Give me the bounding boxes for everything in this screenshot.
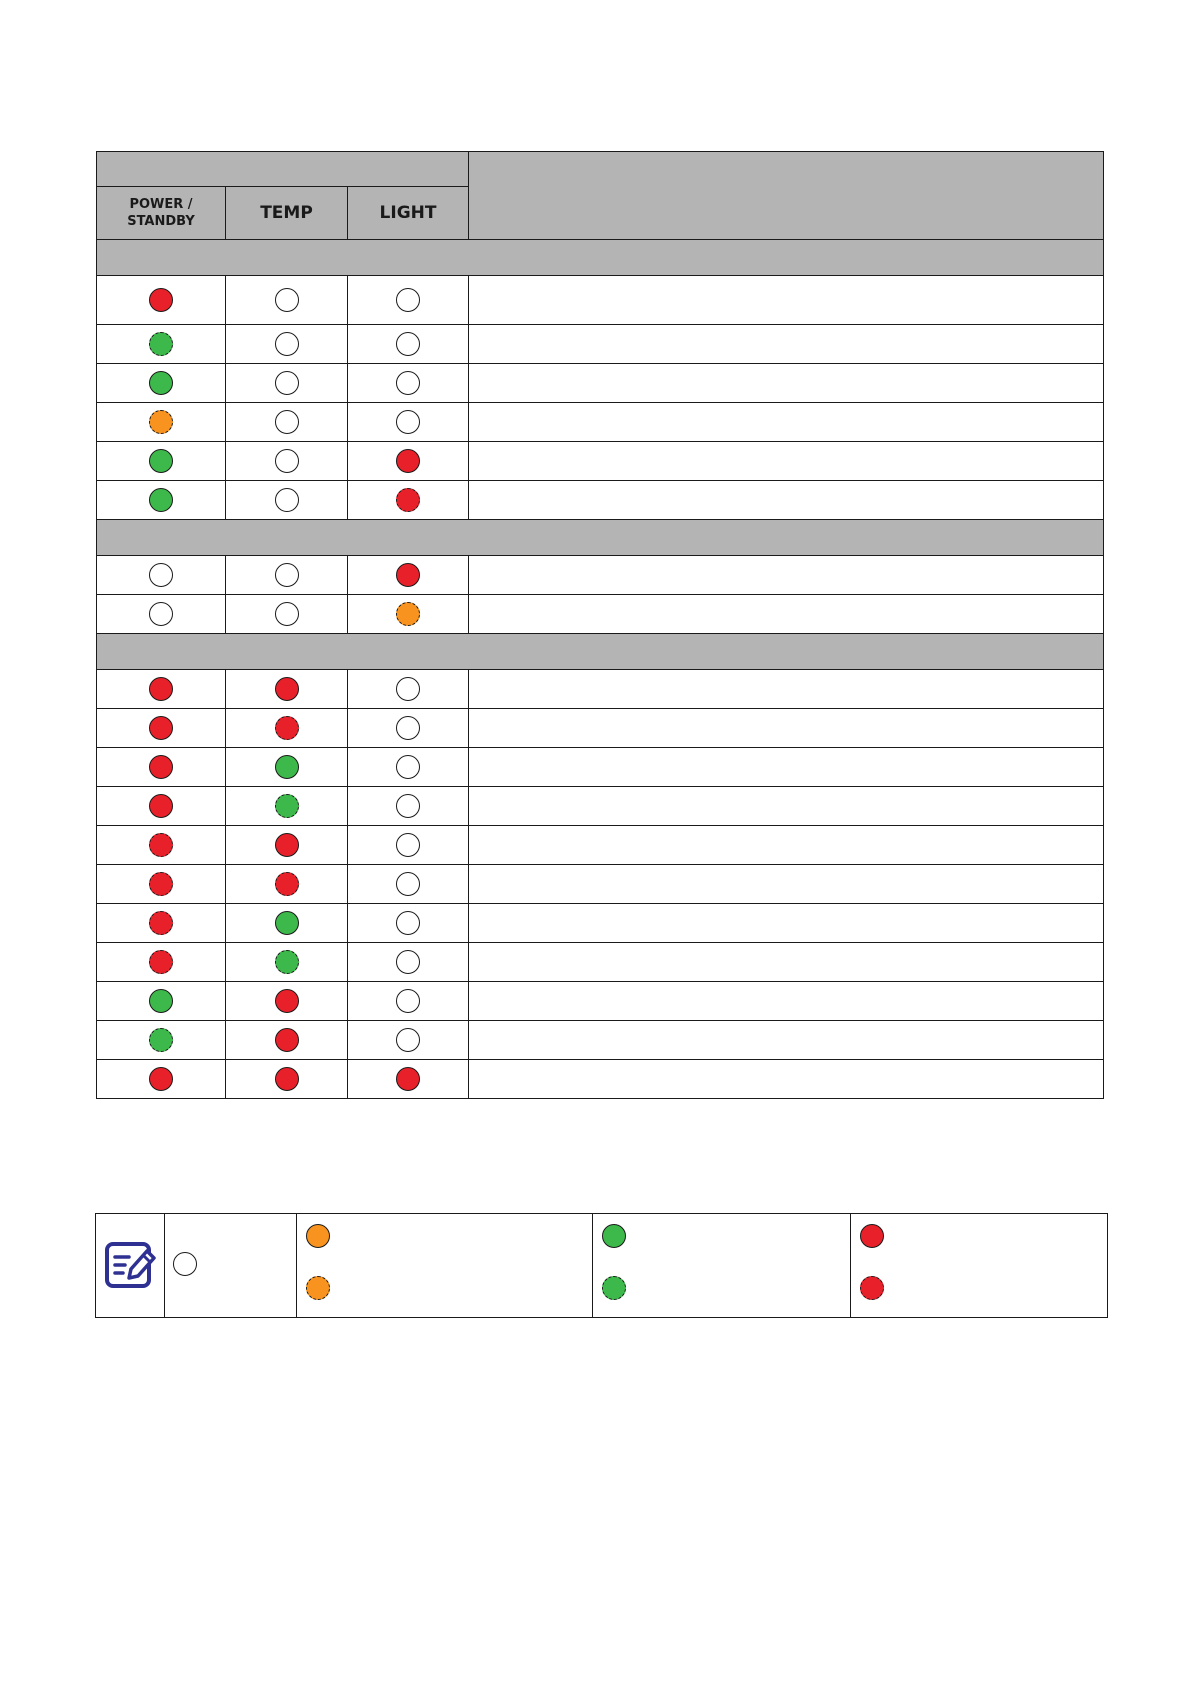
table-row <box>97 276 1104 325</box>
light-led-cell <box>348 709 469 748</box>
description-cell <box>469 826 1104 865</box>
power-led-orange-flash-icon <box>149 410 173 434</box>
temp-led-green-flash-icon <box>275 950 299 974</box>
temp-led-cell <box>226 943 348 982</box>
power-led-red-solid-icon <box>149 677 173 701</box>
power-led-cell <box>97 904 226 943</box>
temp-led-cell <box>226 904 348 943</box>
temp-led-red-flash-icon <box>275 716 299 740</box>
power-led-red-flash-icon <box>149 833 173 857</box>
table-row <box>97 403 1104 442</box>
light-led-cell <box>348 982 469 1021</box>
power-led-cell <box>97 748 226 787</box>
table-row <box>97 1060 1104 1099</box>
table-row <box>97 442 1104 481</box>
light-led-off-off-icon <box>396 950 420 974</box>
temp-led-off-off-icon <box>275 371 299 395</box>
light-led-orange-flash-icon <box>396 602 420 626</box>
temp-header: TEMP <box>226 187 348 240</box>
light-led-cell <box>348 364 469 403</box>
temp-led-cell <box>226 865 348 904</box>
temp-led-off-off-icon <box>275 288 299 312</box>
legend-icon-cell <box>96 1214 165 1318</box>
description-cell <box>469 943 1104 982</box>
light-led-cell <box>348 1021 469 1060</box>
note-edit-icon <box>103 1238 157 1292</box>
description-cell <box>469 556 1104 595</box>
legend-led-off-off-icon <box>173 1252 197 1276</box>
power-label-line2: STANDBY <box>127 214 195 229</box>
temp-led-green-solid-icon <box>275 911 299 935</box>
temp-led-cell <box>226 556 348 595</box>
legend-red-cell <box>851 1214 1108 1318</box>
temp-led-cell <box>226 826 348 865</box>
light-led-off-off-icon <box>396 911 420 935</box>
table-row <box>97 709 1104 748</box>
light-led-cell <box>348 442 469 481</box>
legend-led-red-solid-icon <box>860 1224 884 1248</box>
temp-led-off-off-icon <box>275 449 299 473</box>
section-header-row <box>97 634 1104 670</box>
temp-led-red-solid-icon <box>275 989 299 1013</box>
light-led-cell <box>348 276 469 325</box>
temp-led-cell <box>226 787 348 826</box>
header-top-row <box>97 152 1104 187</box>
light-led-off-off-icon <box>396 677 420 701</box>
power-led-cell <box>97 276 226 325</box>
temp-led-cell <box>226 364 348 403</box>
power-led-green-flash-icon <box>149 332 173 356</box>
table-row <box>97 943 1104 982</box>
light-led-off-off-icon <box>396 288 420 312</box>
temp-led-off-off-icon <box>275 488 299 512</box>
power-led-green-solid-icon <box>149 371 173 395</box>
light-led-cell <box>348 865 469 904</box>
power-led-cell <box>97 1060 226 1099</box>
description-cell <box>469 276 1104 325</box>
power-led-cell <box>97 865 226 904</box>
power-led-cell <box>97 982 226 1021</box>
section-header-row <box>97 240 1104 276</box>
power-led-off-off-icon <box>149 563 173 587</box>
power-led-cell <box>97 442 226 481</box>
temp-led-red-solid-icon <box>275 1067 299 1091</box>
power-led-off-off-icon <box>149 602 173 626</box>
section-header-row <box>97 520 1104 556</box>
temp-led-cell <box>226 325 348 364</box>
legend-off-cell <box>165 1214 297 1318</box>
power-led-cell <box>97 556 226 595</box>
light-led-cell <box>348 670 469 709</box>
light-led-off-off-icon <box>396 833 420 857</box>
temp-led-cell <box>226 670 348 709</box>
header-description-cell <box>469 152 1104 240</box>
power-led-red-flash-icon <box>149 872 173 896</box>
table-row <box>97 982 1104 1021</box>
power-led-cell <box>97 595 226 634</box>
legend-led-orange-flash-icon <box>306 1276 330 1300</box>
legend-led-green-solid-icon <box>602 1224 626 1248</box>
light-led-cell <box>348 595 469 634</box>
light-led-off-off-icon <box>396 371 420 395</box>
temp-led-cell <box>226 982 348 1021</box>
description-cell <box>469 904 1104 943</box>
power-led-red-flash-icon <box>149 950 173 974</box>
header-indicator-group-cell <box>97 152 469 187</box>
light-led-red-solid-icon <box>396 563 420 587</box>
light-led-cell <box>348 787 469 826</box>
temp-led-cell <box>226 1060 348 1099</box>
temp-led-red-flash-icon <box>275 872 299 896</box>
table-row <box>97 670 1104 709</box>
light-led-off-off-icon <box>396 716 420 740</box>
section-header-cell <box>97 634 1104 670</box>
power-label-line1: POWER / <box>129 197 193 212</box>
table-row <box>97 826 1104 865</box>
section-header-cell <box>97 240 1104 276</box>
temp-led-cell <box>226 748 348 787</box>
power-led-red-solid-icon <box>149 794 173 818</box>
description-cell <box>469 748 1104 787</box>
power-led-cell <box>97 403 226 442</box>
temp-led-cell <box>226 442 348 481</box>
temp-led-red-solid-icon <box>275 1028 299 1052</box>
temp-led-cell <box>226 595 348 634</box>
light-header: LIGHT <box>348 187 469 240</box>
temp-led-green-solid-icon <box>275 755 299 779</box>
light-led-cell <box>348 403 469 442</box>
power-led-red-flash-icon <box>149 911 173 935</box>
light-led-red-solid-icon <box>396 449 420 473</box>
description-cell <box>469 481 1104 520</box>
description-cell <box>469 787 1104 826</box>
power-standby-header <box>97 187 226 240</box>
power-led-green-flash-icon <box>149 1028 173 1052</box>
light-led-off-off-icon <box>396 410 420 434</box>
legend-row <box>96 1214 1108 1318</box>
light-led-cell <box>348 1060 469 1099</box>
description-cell <box>469 865 1104 904</box>
light-led-off-off-icon <box>396 872 420 896</box>
legend-led-orange-solid-icon <box>306 1224 330 1248</box>
temp-led-cell <box>226 403 348 442</box>
legend-green-cell <box>593 1214 851 1318</box>
power-led-green-solid-icon <box>149 488 173 512</box>
power-led-cell <box>97 1021 226 1060</box>
description-cell <box>469 442 1104 481</box>
table-row <box>97 481 1104 520</box>
description-cell <box>469 1021 1104 1060</box>
description-cell <box>469 709 1104 748</box>
light-led-off-off-icon <box>396 332 420 356</box>
table-row <box>97 865 1104 904</box>
power-led-red-solid-icon <box>149 288 173 312</box>
power-led-cell <box>97 364 226 403</box>
light-led-cell <box>348 748 469 787</box>
power-led-green-solid-icon <box>149 989 173 1013</box>
power-led-cell <box>97 943 226 982</box>
description-cell <box>469 670 1104 709</box>
temp-led-off-off-icon <box>275 332 299 356</box>
power-led-cell <box>97 325 226 364</box>
table-row <box>97 595 1104 634</box>
light-led-cell <box>348 904 469 943</box>
table-row <box>97 904 1104 943</box>
light-led-off-off-icon <box>396 755 420 779</box>
power-led-red-solid-icon <box>149 1067 173 1091</box>
legend-led-green-flash-icon <box>602 1276 626 1300</box>
light-led-cell <box>348 826 469 865</box>
light-led-off-off-icon <box>396 794 420 818</box>
temp-led-off-off-icon <box>275 410 299 434</box>
light-led-red-solid-icon <box>396 1067 420 1091</box>
led-status-table <box>96 151 1104 1099</box>
light-led-cell <box>348 943 469 982</box>
description-cell <box>469 364 1104 403</box>
power-led-cell <box>97 481 226 520</box>
table-row <box>97 556 1104 595</box>
section-header-cell <box>97 520 1104 556</box>
legend-led-red-flash-icon <box>860 1276 884 1300</box>
light-led-off-off-icon <box>396 1028 420 1052</box>
temp-led-cell <box>226 276 348 325</box>
description-cell <box>469 403 1104 442</box>
description-cell <box>469 1060 1104 1099</box>
power-led-cell <box>97 787 226 826</box>
light-led-red-flash-icon <box>396 488 420 512</box>
temp-led-off-off-icon <box>275 563 299 587</box>
light-led-off-off-icon <box>396 989 420 1013</box>
light-led-cell <box>348 481 469 520</box>
power-led-cell <box>97 670 226 709</box>
power-led-red-solid-icon <box>149 755 173 779</box>
light-led-cell <box>348 325 469 364</box>
temp-led-cell <box>226 709 348 748</box>
table-row <box>97 325 1104 364</box>
table-row <box>97 748 1104 787</box>
power-led-green-solid-icon <box>149 449 173 473</box>
table-row <box>97 364 1104 403</box>
temp-led-green-flash-icon <box>275 794 299 818</box>
table-row <box>97 1021 1104 1060</box>
power-led-cell <box>97 709 226 748</box>
power-led-cell <box>97 826 226 865</box>
temp-led-cell <box>226 481 348 520</box>
description-cell <box>469 325 1104 364</box>
light-led-cell <box>348 556 469 595</box>
description-cell <box>469 982 1104 1021</box>
temp-led-cell <box>226 1021 348 1060</box>
table-row <box>97 787 1104 826</box>
legend-orange-cell <box>297 1214 593 1318</box>
description-cell <box>469 595 1104 634</box>
legend-table <box>95 1213 1108 1318</box>
temp-led-red-solid-icon <box>275 833 299 857</box>
temp-led-red-solid-icon <box>275 677 299 701</box>
temp-led-off-off-icon <box>275 602 299 626</box>
power-led-red-solid-icon <box>149 716 173 740</box>
